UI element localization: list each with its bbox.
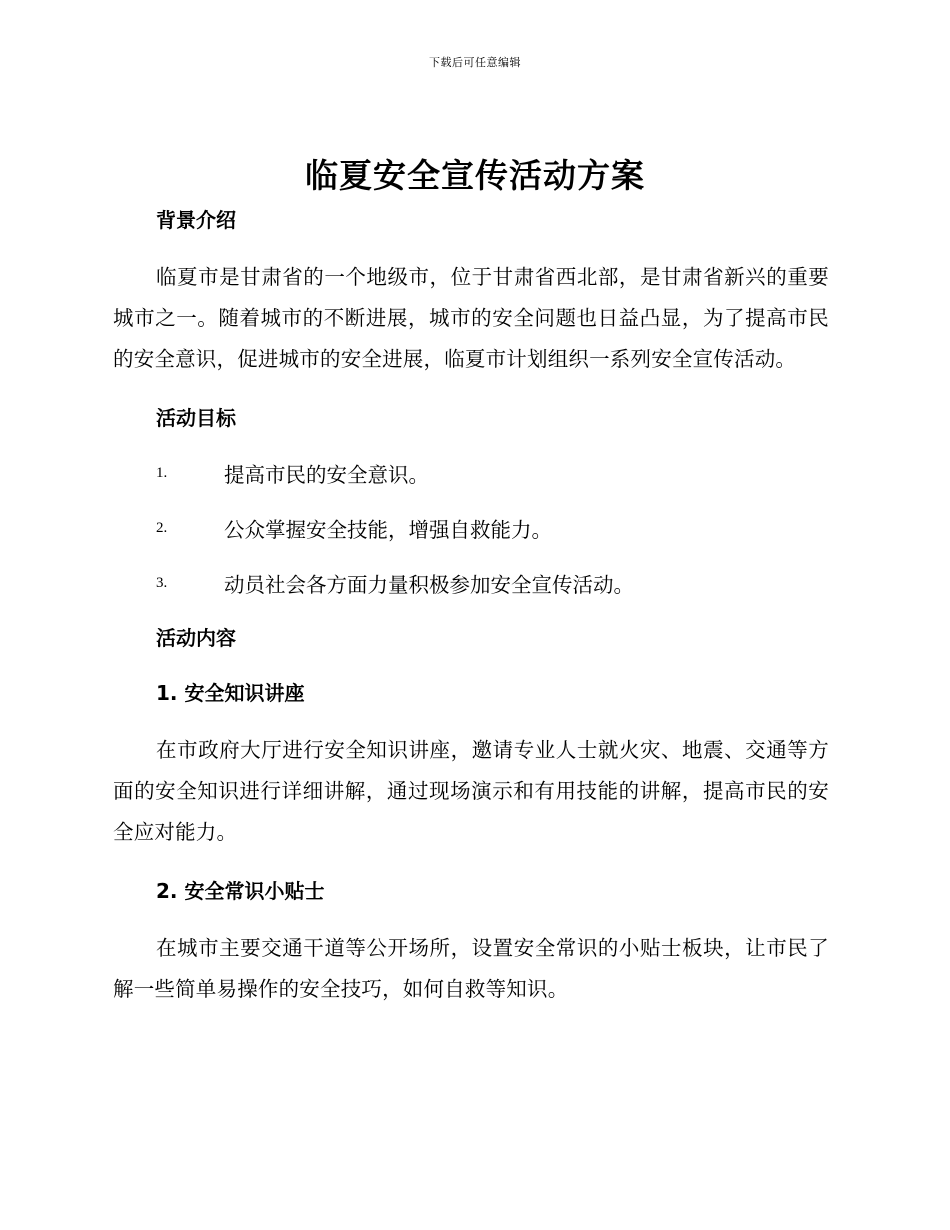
background-paragraph: 临夏市是甘肃省的一个地级市，位于甘肃省西北部，是甘肃省新兴的重要城市之一。随着城市的不断进展，城市的安全问题也日益凸显，为了提高市民的安全意识，促进城市的安全进展，临夏市计划组织一系列安全宣传活动。 [113, 265, 829, 371]
section-heading-goals: 活动目标 [156, 406, 236, 430]
goal-text: 公众掌握安全技能，增强自救能力。 [224, 518, 552, 542]
goal-number: 2. [156, 519, 168, 536]
document-title: 临夏安全宣传活动方案 [305, 156, 645, 195]
goal-list-item [113, 510, 829, 546]
subsection-heading-tips: 2. 安全常识小贴士 [156, 879, 325, 903]
section-heading-background: 背景介绍 [156, 208, 236, 232]
section-heading-content: 活动内容 [156, 626, 236, 650]
goal-number: 1. [156, 464, 168, 481]
lecture-paragraph: 在市政府大厅进行安全知识讲座，邀请专业人士就火灾、地震、交通等方面的安全知识进行详细讲解，通过现场演示和有用技能的讲解，提高市民的安全应对能力。 [113, 738, 829, 844]
page-header-note: 下载后可任意编辑 [429, 56, 521, 69]
tips-paragraph: 在城市主要交通干道等公开场所，设置安全常识的小贴士板块，让市民了解一些简单易操作的安全技巧，如何自救等知识。 [113, 936, 829, 1001]
goal-list-item [113, 455, 829, 491]
subsection-heading-lecture: 1. 安全知识讲座 [156, 681, 305, 705]
goal-list-item [113, 565, 829, 601]
document-body [113, 202, 829, 1010]
goal-text: 提高市民的安全意识。 [224, 463, 429, 487]
goal-text: 动员社会各方面力量积极参加安全宣传活动。 [224, 573, 634, 597]
goal-number: 3. [156, 574, 168, 591]
